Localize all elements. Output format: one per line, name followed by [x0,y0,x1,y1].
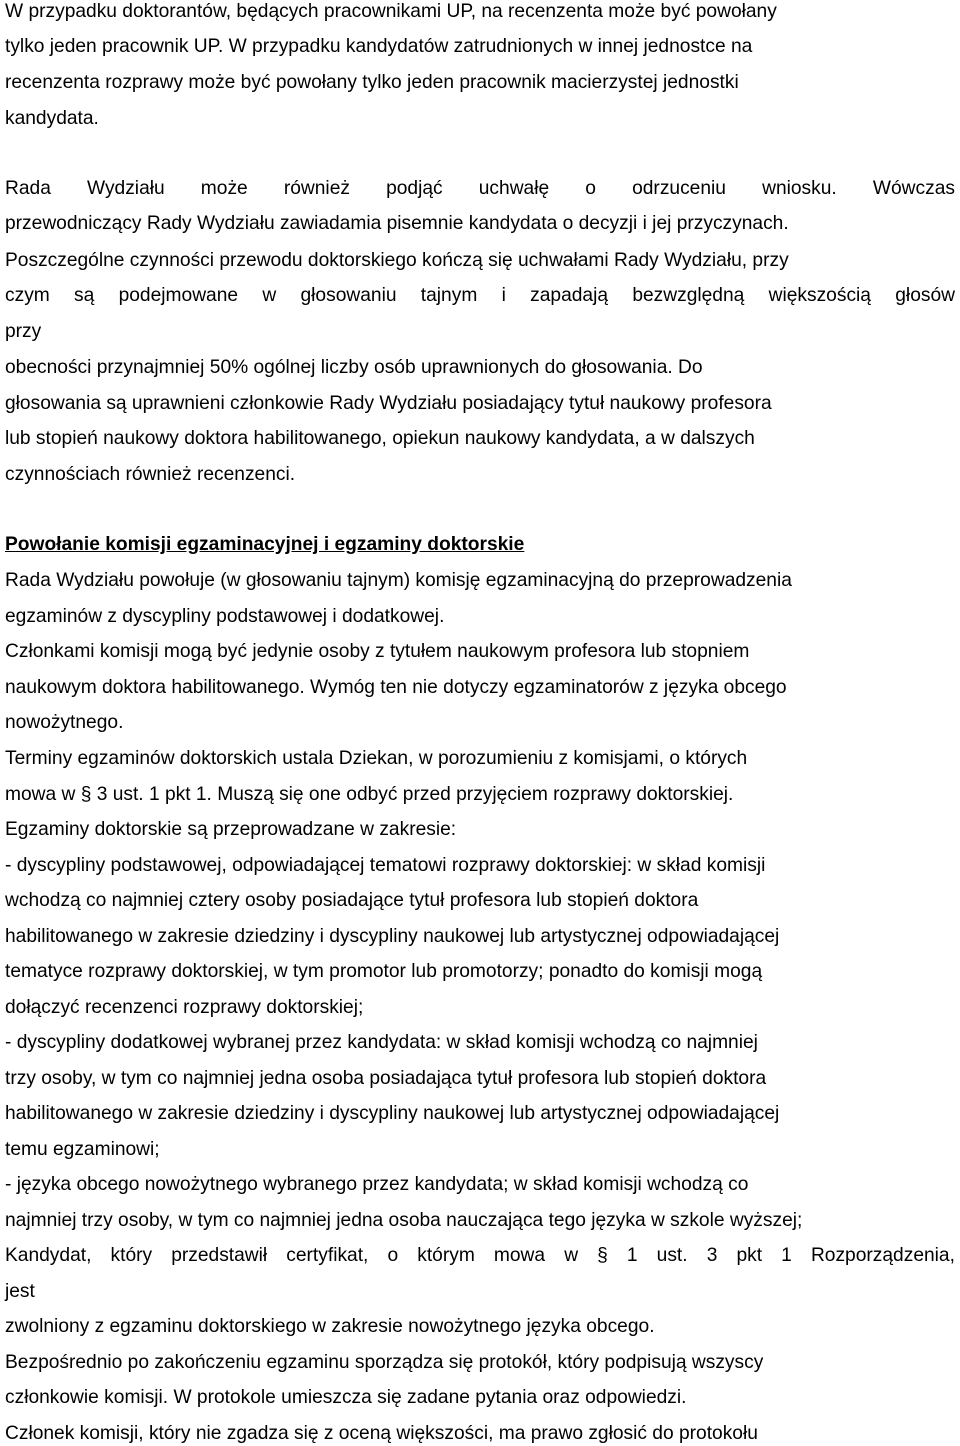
text-line: - języka obcego nowożytnego wybranego przez kandydata; w skład komisji wchodzą co [5,1174,749,1195]
word: podjąć [386,178,443,199]
word: Wydziału [87,178,165,199]
text-line: W przypadku doktorantów, będących pracownikami UP, na recenzenta może być powołany [5,1,777,22]
word: certyfikat, [286,1245,369,1266]
text-line: zwolniony z egzaminu doktorskiego w zakresie nowożytnego języka obcego. [5,1316,655,1337]
text-line [5,177,955,201]
text-line: wchodzą co najmniej cztery osoby posiadające tytuł profesora lub stopień doktora [5,890,699,911]
text-line: temu egzaminowi; [5,1139,160,1160]
word: i [501,285,506,306]
word: 3 [706,1245,718,1266]
text-line: naukowym doktora habilitowanego. Wymóg ten nie dotyczy egzaminatorów z języka obcego [5,677,787,698]
word: głosów [895,285,955,306]
word: o [387,1245,399,1266]
word: zapadają [530,285,609,306]
text-line: tematyce rozprawy doktorskiej, w tym promotor lub promotorzy; ponadto do komisji mogą [5,961,763,982]
word: o [585,178,596,199]
word: tajnym [420,285,478,306]
word: ust. [656,1245,688,1266]
text-line: Członek komisji, który nie zgadza się z oceną większości, ma prawo zgłosić do protokołu [5,1423,758,1444]
text-line: habilitowanego w zakresie dziedziny i dyscypliny naukowej lub artystycznej odpowiadającej [5,1103,780,1124]
word: Kandydat, [5,1245,92,1266]
text-line: egzaminów z dyscypliny podstawowej i dodatkowej. [5,606,445,627]
text-line: kandydata. [5,108,99,129]
text-line: mowa w § 3 ust. 1 pkt 1. Muszą się one odbyć przed przyjęciem rozprawy doktorskiej. [5,784,734,805]
word: 1 [626,1245,638,1266]
text-line: habilitowanego w zakresie dziedziny i dyscypliny naukowej lub artystycznej odpowiadającej [5,926,780,947]
word: którym [417,1245,475,1266]
text-line: Terminy egzaminów doktorskich ustala Dziekan, w porozumieniu z komisjami, o których [5,748,748,769]
word: przedstawił [171,1245,268,1266]
word: może [200,178,248,199]
text-line: najmniej trzy osoby, w tym co najmniej jedna osoba nauczająca tego języka w szkole wyższej; [5,1210,803,1231]
text-line: Bezpośrednio po zakończeniu egzaminu sporządza się protokół, który podpisują wszyscy [5,1352,764,1373]
text-line: Poszczególne czynności przewodu doktorskiego kończą się uchwałami Rady Wydziału, przy [5,250,789,271]
word: 1 [781,1245,792,1266]
word: uchwałę [478,178,550,199]
word: Rada [5,178,51,199]
word: wniosku. [762,178,837,199]
section-heading: Powołanie komisji egzaminacyjnej i egzaminy doktorskie [5,534,525,555]
word: pkt [736,1245,763,1266]
text-line: - dyscypliny dodatkowej wybranej przez kandydata: w skład komisji wchodzą co najmniej [5,1032,758,1053]
word: § [597,1245,608,1266]
word: są [74,285,95,306]
text-line: Rada Wydziału powołuje (w głosowaniu tajnym) komisję egzaminacyjną do przeprowadzenia [5,570,792,591]
text-line: Członkami komisji mogą być jedynie osoby z tytułem naukowym profesora lub stopniem [5,641,750,662]
word: odrzuceniu [632,178,726,199]
word: bezwzględną [632,285,745,306]
text-line: czynnościach również recenzenci. [5,464,296,485]
text-line: nowożytnego. [5,712,124,733]
text-line: przy [5,321,42,342]
text-line: członkowie komisji. W protokole umieszcza się zadane pytania oraz odpowiedzi. [5,1387,687,1408]
word: Wówczas [872,178,955,199]
text-line: - dyscypliny podstawowej, odpowiadającej tematowi rozprawy doktorskiej: w skład komisji [5,855,766,876]
text-line: głosowania są uprawnieni członkowie Rady Wydziału posiadający tytuł naukowy profesora [5,393,772,414]
text-line [5,1244,955,1268]
word: mowa [493,1245,546,1266]
word: większością [768,285,871,306]
text-line: przewodniczący Rady Wydziału zawiadamia pisemnie kandydata o decyzji i jej przyczynach. [5,213,789,234]
text-line: obecności przynajmniej 50% ogólnej liczby osób uprawnionych do głosowania. Do [5,357,703,378]
text-line: dołączyć recenzenci rozprawy doktorskiej; [5,997,364,1018]
word: podejmowane [118,285,239,306]
word: również [283,178,350,199]
word: w [262,285,277,306]
text-line: recenzenta rozprawy może być powołany tylko jeden pracownik macierzystej jednostki [5,72,739,93]
text-line: tylko jeden pracownik UP. W przypadku kandydatów zatrudnionych w innej jednostce na [5,36,753,57]
word: Rozporządzenia, [810,1245,955,1266]
text-line: trzy osoby, w tym co najmniej jedna osoba posiadająca tytuł profesora lub stopień doktora [5,1068,767,1089]
word: w [564,1245,579,1266]
text-line [5,284,955,308]
text-line: jest [5,1281,35,1302]
word: który [110,1245,153,1266]
word: czym [5,285,50,306]
text-line: lub stopień naukowy doktora habilitowanego, opiekun naukowy kandydata, a w dalszych [5,428,755,449]
word: głosowaniu [300,285,397,306]
text-line: Egzaminy doktorskie są przeprowadzane w zakresie: [5,819,457,840]
